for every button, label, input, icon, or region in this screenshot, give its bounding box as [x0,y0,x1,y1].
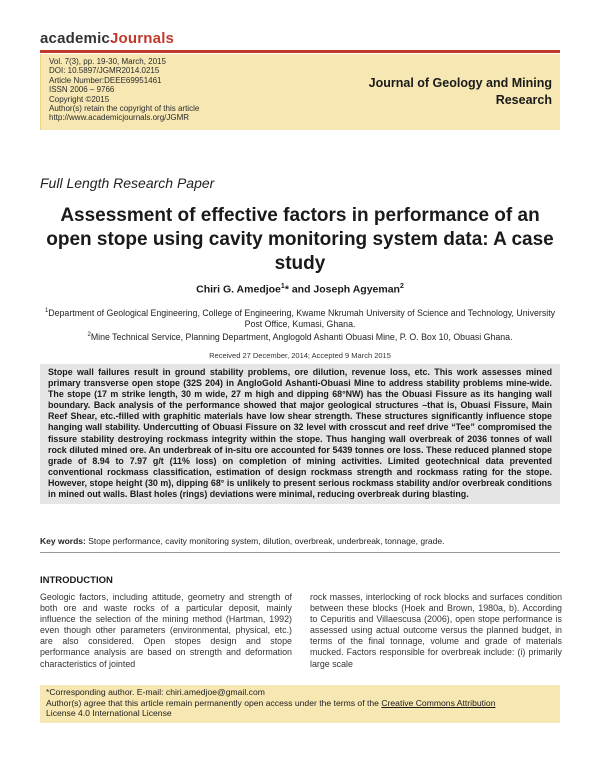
keywords-text: Stope performance, cavity monitoring system, dilution, overbreak, underbreak, tonnage, grade. [85,536,445,546]
license-line-1 [46,698,554,709]
corresponding-mark: * [284,283,289,296]
affiliations [40,306,560,343]
author-list [40,283,560,296]
keywords [40,536,560,546]
affiliation-1-text: Department of Geological Engineering, College of Engineering, Kwame Nkrumah University of Science and Technology, University Post Office, Kumasi, Ghana. [48,307,556,330]
footnote-box [40,685,560,723]
meta-url[interactable]: http://www.academicjournals.org/JGMR [49,113,190,123]
received-date: Received 27 December, 2014; Accepted 9 March 2015 [209,351,391,360]
publisher-logo [40,30,174,48]
logo-journals: Journals [109,30,175,47]
paper-title: Assessment of effective factors in performance of an open stope using cavity monitoring system data: A case study [46,205,554,274]
author-and: and [288,283,314,296]
license-link[interactable]: Creative Commons Attribution [381,697,496,708]
keywords-rule [40,552,560,553]
author-1: Chiri G. Amedjoe [196,283,281,296]
keywords-label: Key words: [40,536,86,546]
affiliation-2-num: 2 [87,332,91,339]
license-text: Author(s) agree that this article remain permanently open access under the terms of the [46,697,382,708]
paper-type: Full Length Research Paper [40,175,215,191]
author-1-affil: 1 [280,283,285,290]
affiliation-1-num: 1 [44,308,49,314]
meta-article-number: Article Number:DEEE69951461 [49,75,162,85]
meta-volume: Vol. 7(3), pp. 19-30, March, 2015 [49,57,166,66]
author-2-affil: 2 [399,283,404,290]
body-column-right: rock masses, interlocking of rock blocks and surfaces condition between these blocks (Hoek and Brown, 1980a, b). According to Cepuritis and Villaescusa (2006), open stope performance is assessed using actual outcome versus the planned budget, in terms of the final tonnage, volume and grade of materials mucked. Factors responsible for overbreak include: (i) primarily large scale [310,592,562,669]
meta-issn: ISSN 2006 – 9766 [49,85,115,95]
meta-copyright: Copyright ©2015 [49,94,110,104]
meta-rights: Author(s) retain the copyright of this article [49,104,200,114]
logo-academic: academic [40,30,110,47]
section-heading-introduction: INTRODUCTION [40,575,113,586]
article-meta [40,54,230,130]
author-2: Joseph Agyeman [313,283,400,296]
corresponding-author: *Corresponding author. E-mail: chiri.amedjoe@gmail.com [46,687,265,697]
journal-name-line1: Journal of Geology and Mining [368,76,552,90]
journal-name-line2: Research [495,92,552,107]
affiliation-1 [40,306,560,330]
meta-doi: DOI: 10.5897/JGMR2014.0215 [49,66,160,76]
abstract: Stope wall failures result in ground stability problems, ore dilution, revenue loss, etc. This work assesses mined primary transverse open stope (32S 204) in AngloGold Ashanti-Obuasi Mine to address stability problems mine-wide. The stope (17 m strike length, 30 m wide, 27 m high and dipping 68°NW) has the Obuasi Fissure as its hanging wall boundary. Back analysis of the performance showed that major geological structures –that is, Obuasi Fissure, Main Reef Shear, etc.-filled with graphitic materials have low shear strength. These structures significantly influence stope hanging wall stability. Undercutting of Obuasi Fissure on 32 level with crosscut and reef drive “Tee” compromised the fissure stability destroying rockmass integrity within the stope. Thus hanging wall overbreak of 2036 tonnes of wall rock diluted mined ore. An underbreak of in-situ ore accounted for 5439 tonnes ore loss. These reduced planned stope grade of 8.94 to 7.97 g/t (11% loss) on completion of mining activities. Limited geotechnical data prevented conventional rockmass classification, estimation of design rockmass strength and rockmass rating for the stope. However, stope height (30 m), dipping 68° is unlikely to present serious rockmass stability and/or overbreak conditions in mined out walls. Blast holes (rings) deviations were minimal, reducing overbreak during blasting. [40,364,560,504]
header-rule [40,50,560,53]
affiliation-2 [40,330,560,343]
license-line-2: License 4.0 International License [46,708,172,718]
body-column-left: Geologic factors, including attitude, geometry and strength of both ore and waste rocks of a particular deposit, mainly influence the selection of the mining method (Hartman, 1992) even though other parameters (environmental, physical, etc.) are also considered. Open stopes design and stope performance analysis are based on strength and deformation characteristics of jointed [40,592,292,669]
journal-name [369,75,552,108]
affiliation-2-text: Mine Technical Service, Planning Department, Anglogold Ashanti Obuasi Mine, P. O. Box 10, Obuasi Ghana. [90,332,513,343]
